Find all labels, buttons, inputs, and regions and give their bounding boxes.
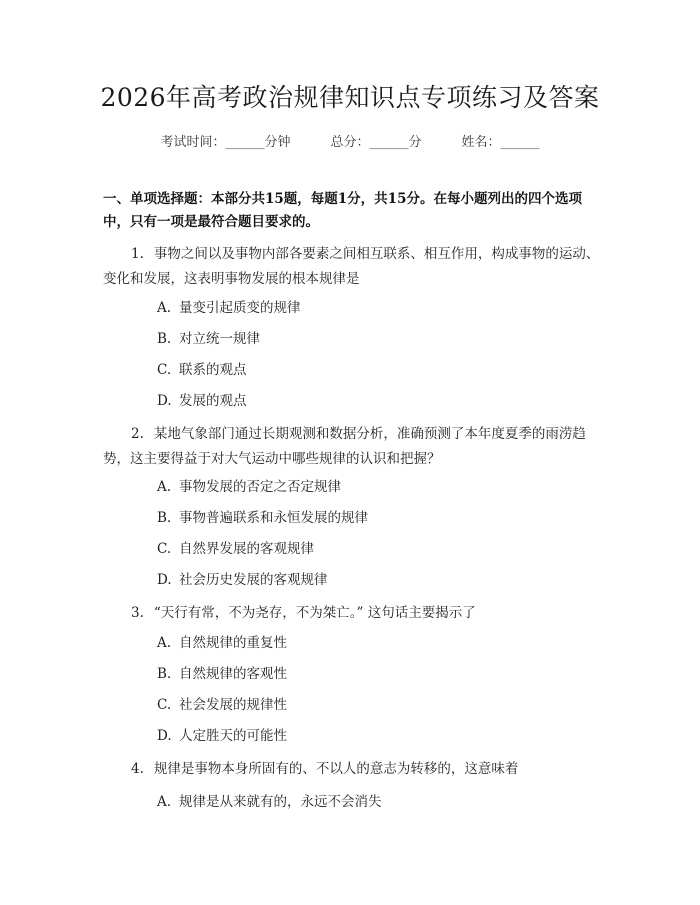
option-letter: B. (157, 510, 172, 526)
question-1-option-b[interactable] (157, 329, 260, 349)
option-text: 自然规律的客观性 (179, 666, 287, 682)
page-title: 2026年高考政治规律知识点专项练习及答案 (100, 83, 600, 112)
question-3-option-a[interactable] (157, 633, 287, 653)
total-score-field: 总分：______分 (330, 135, 422, 150)
question-2-option-b[interactable] (157, 508, 368, 528)
option-letter: D. (157, 728, 172, 744)
question-text: “天行有常，不为尧存，不为桀亡。” 这句话主要揭示了 (153, 605, 476, 621)
option-letter: A. (157, 479, 172, 495)
question-3-option-c[interactable] (157, 695, 287, 715)
option-text: 量变引起质变的规律 (179, 300, 301, 316)
question-number: 4. (131, 761, 144, 777)
option-letter: B. (157, 331, 172, 347)
option-letter: D. (157, 393, 172, 409)
option-letter: B. (157, 666, 172, 682)
question-text: 事物之间以及事物内部各要素之间相互联系、相互作用，构成事物的运动、变化和发展，这表明事物发展的根本规律是 (103, 246, 600, 287)
option-text: 社会发展的规律性 (179, 697, 287, 713)
question-4-option-a[interactable] (157, 792, 382, 812)
question-number: 1. (131, 246, 144, 262)
question-2-option-d[interactable] (157, 570, 328, 590)
option-text: 对立统一规律 (179, 331, 260, 347)
question-3-option-b[interactable] (157, 664, 287, 684)
option-letter: C. (157, 697, 172, 713)
option-letter: A. (157, 794, 172, 810)
option-text: 自然界发展的客观规律 (179, 541, 314, 557)
option-text: 人定胜天的可能性 (179, 728, 287, 744)
exam-time-field: 考试时间：______分钟 (160, 135, 291, 150)
option-letter: A. (157, 635, 172, 651)
question-number: 3. (131, 605, 144, 621)
option-text: 发展的观点 (179, 393, 247, 409)
student-name-field: 姓名：______ (461, 135, 540, 150)
question-text: 规律是事物本身所固有的、不以人的意志为转移的，这意味着 (153, 761, 519, 777)
question-1-option-d[interactable] (157, 391, 247, 411)
option-text: 社会历史发展的客观规律 (179, 572, 328, 588)
option-text: 自然规律的重复性 (179, 635, 287, 651)
option-text: 事物普遍联系和永恒发展的规律 (179, 510, 368, 526)
question-1-option-a[interactable] (157, 298, 301, 318)
question-2 (103, 422, 603, 472)
option-text: 事物发展的否定之否定规律 (179, 479, 341, 495)
question-text: 某地气象部门通过长期观测和数据分析，准确预测了本年度夏季的雨涝趋势，这主要得益于对大气运动中哪些规律的认识和把握？ (103, 426, 586, 467)
question-number: 2. (131, 426, 144, 442)
option-letter: A. (157, 300, 172, 316)
option-letter: C. (157, 541, 172, 557)
option-letter: D. (157, 572, 172, 588)
question-1-option-c[interactable] (157, 360, 247, 380)
section-heading: 一、单项选择题：本部分共15题，每题1分，共15分。在每小题列出的四个选项中，只有一项是最符合题目要求的。 (103, 191, 582, 230)
question-4 (103, 757, 603, 782)
question-3 (103, 601, 603, 626)
option-letter: C. (157, 362, 172, 378)
option-text: 规律是从来就有的，永远不会消失 (179, 794, 382, 810)
option-text: 联系的观点 (179, 362, 247, 378)
question-2-option-c[interactable] (157, 539, 314, 559)
question-2-option-a[interactable] (157, 477, 341, 497)
exam-meta (0, 131, 700, 150)
question-3-option-d[interactable] (157, 726, 287, 746)
question-1 (103, 242, 603, 292)
